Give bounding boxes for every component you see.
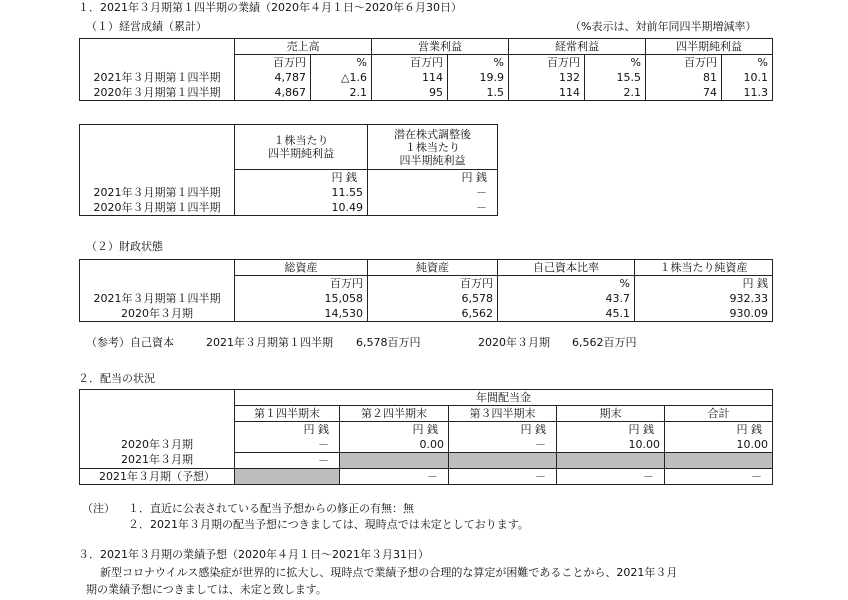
cell: 6,562 xyxy=(368,306,498,322)
note-label: （注） xyxy=(82,502,115,515)
cell: 81 xyxy=(646,70,722,85)
cell: 6,578 xyxy=(368,291,498,306)
row-label: 2021年３月期（予想） xyxy=(80,469,235,485)
unit-million: 百万円 xyxy=(646,55,722,71)
row-label: 2020年３月期 xyxy=(80,306,235,322)
cell: 132 xyxy=(509,70,585,85)
cell: 15.5 xyxy=(585,70,646,85)
cell: － xyxy=(449,437,557,453)
shaded-cell xyxy=(449,453,557,469)
header-sales: 売上高 xyxy=(235,39,372,55)
header-net-assets: 純資産 xyxy=(368,260,498,276)
cell: － xyxy=(449,469,557,485)
header-net-income: 四半期純利益 xyxy=(646,39,773,55)
cell: 95 xyxy=(372,85,448,101)
section1-title: １．2021年３月期第１四半期の業績（2020年４月１日～2020年６月30日） xyxy=(78,1,462,14)
shaded-cell xyxy=(235,469,340,485)
unit-pct: % xyxy=(722,55,773,71)
cell: 4,787 xyxy=(235,70,311,85)
table-row xyxy=(80,291,773,306)
header-total: 合計 xyxy=(665,406,773,422)
cell: 0.00 xyxy=(340,437,449,453)
row-label: 2021年３月期第１四半期 xyxy=(80,291,235,306)
reference-period-2: 2020年３月期 xyxy=(478,336,550,349)
eps-table xyxy=(79,124,498,216)
unit: 百万円 xyxy=(368,276,498,292)
cell: 10.49 xyxy=(235,200,368,216)
reference-value-2: 6,562百万円 xyxy=(572,336,637,349)
table-row xyxy=(80,70,773,85)
forecast-body-line-1: 新型コロナウイルス感染症が世界的に拡大し、現時点で業績予想の合理的な算定が困難であることから、2021年３月 xyxy=(100,566,678,579)
unit: 円 銭 xyxy=(635,276,773,292)
unit-pct: % xyxy=(311,55,372,71)
operating-results-table xyxy=(79,38,773,101)
unit-million: 百万円 xyxy=(235,55,311,71)
cell: 10.00 xyxy=(665,437,773,453)
unit: 百万円 xyxy=(235,276,368,292)
dividend-table xyxy=(79,389,773,485)
cell: 15,058 xyxy=(235,291,368,306)
header-operating-profit: 営業利益 xyxy=(372,39,509,55)
header-equity-ratio: 自己資本比率 xyxy=(498,260,635,276)
header-bps: １株当たり純資産 xyxy=(635,260,773,276)
header-annual-dividend: 年間配当金 xyxy=(235,390,773,406)
shaded-cell xyxy=(665,453,773,469)
table-row xyxy=(80,306,773,322)
cell: － xyxy=(340,469,449,485)
header-q2-end: 第２四半期末 xyxy=(340,406,449,422)
header-q1-end: 第１四半期末 xyxy=(235,406,340,422)
cell: － xyxy=(235,453,340,469)
header-diluted-eps: 潜在株式調整後 １株当たり 四半期純利益 xyxy=(368,125,498,170)
cell: 114 xyxy=(372,70,448,85)
cell: △1.6 xyxy=(311,70,372,85)
row-label: 2021年３月期 xyxy=(80,453,235,469)
row-label: 2020年３月期第１四半期 xyxy=(80,85,235,101)
table-row xyxy=(80,185,498,200)
row-label: 2021年３月期第１四半期 xyxy=(80,70,235,85)
cell: 74 xyxy=(646,85,722,101)
unit-yen: 円 銭 xyxy=(557,422,665,438)
unit-yen: 円 銭 xyxy=(235,422,340,438)
cell: － xyxy=(368,200,498,216)
table-row xyxy=(80,85,773,101)
section3-title: ３．2021年３月期の業績予想（2020年４月１日～2021年３月31日） xyxy=(78,548,429,561)
reference-label: （参考）自己資本 xyxy=(86,336,174,349)
note-1: １．直近に公表されている配当予想からの修正の有無：無 xyxy=(128,502,414,515)
cell: 932.33 xyxy=(635,291,773,306)
shaded-cell xyxy=(557,453,665,469)
header-ordinary-profit: 経常利益 xyxy=(509,39,646,55)
financial-position-heading: （２）財政状態 xyxy=(86,240,163,253)
header-total-assets: 総資産 xyxy=(235,260,368,276)
cell: 11.3 xyxy=(722,85,773,101)
reference-value-1: 6,578百万円 xyxy=(356,336,421,349)
percent-note: （%表示は、対前年同四半期増減率） xyxy=(570,20,757,33)
cell: － xyxy=(665,469,773,485)
unit: % xyxy=(498,276,635,292)
table-row xyxy=(80,437,773,453)
shaded-cell xyxy=(340,453,449,469)
cell: － xyxy=(557,469,665,485)
cell: 10.1 xyxy=(722,70,773,85)
table-row xyxy=(80,469,773,485)
cell: 45.1 xyxy=(498,306,635,322)
cell: 2.1 xyxy=(311,85,372,101)
unit-yen: 円 銭 xyxy=(340,422,449,438)
note-2: ２．2021年３月期の配当予想につきましては、現時点では未定としております。 xyxy=(128,518,529,531)
corner-cell xyxy=(80,39,235,55)
cell: － xyxy=(235,437,340,453)
unit-yen: 円 銭 xyxy=(665,422,773,438)
cell: 11.55 xyxy=(235,185,368,200)
header-q3-end: 第３四半期末 xyxy=(449,406,557,422)
header-year-end: 期末 xyxy=(557,406,665,422)
unit-yen: 円 銭 xyxy=(368,170,498,186)
unit-pct: % xyxy=(448,55,509,71)
cell: 1.5 xyxy=(448,85,509,101)
unit-yen: 円 銭 xyxy=(235,170,368,186)
section2-title: ２．配当の状況 xyxy=(78,372,155,385)
reference-period-1: 2021年３月期第１四半期 xyxy=(206,336,333,349)
cell: － xyxy=(368,185,498,200)
unit-million: 百万円 xyxy=(509,55,585,71)
table-row xyxy=(80,453,773,469)
cell: 43.7 xyxy=(498,291,635,306)
unit-yen: 円 銭 xyxy=(449,422,557,438)
row-label: 2020年３月期第１四半期 xyxy=(80,200,235,216)
financial-position-table xyxy=(79,259,773,322)
header-eps: １株当たり 四半期純利益 xyxy=(235,125,368,170)
row-label: 2020年３月期 xyxy=(80,437,235,453)
forecast-body-line-2: 期の業績予想につきましては、未定と致します。 xyxy=(86,583,327,596)
unit-million: 百万円 xyxy=(372,55,448,71)
row-label: 2021年３月期第１四半期 xyxy=(80,185,235,200)
operating-results-heading: （１）経営成績（累計） xyxy=(86,20,207,33)
cell: 19.9 xyxy=(448,70,509,85)
cell: 114 xyxy=(509,85,585,101)
cell: 2.1 xyxy=(585,85,646,101)
cell: 930.09 xyxy=(635,306,773,322)
unit-pct: % xyxy=(585,55,646,71)
cell: 14,530 xyxy=(235,306,368,322)
table-row xyxy=(80,200,498,216)
cell: 10.00 xyxy=(557,437,665,453)
cell: 4,867 xyxy=(235,85,311,101)
